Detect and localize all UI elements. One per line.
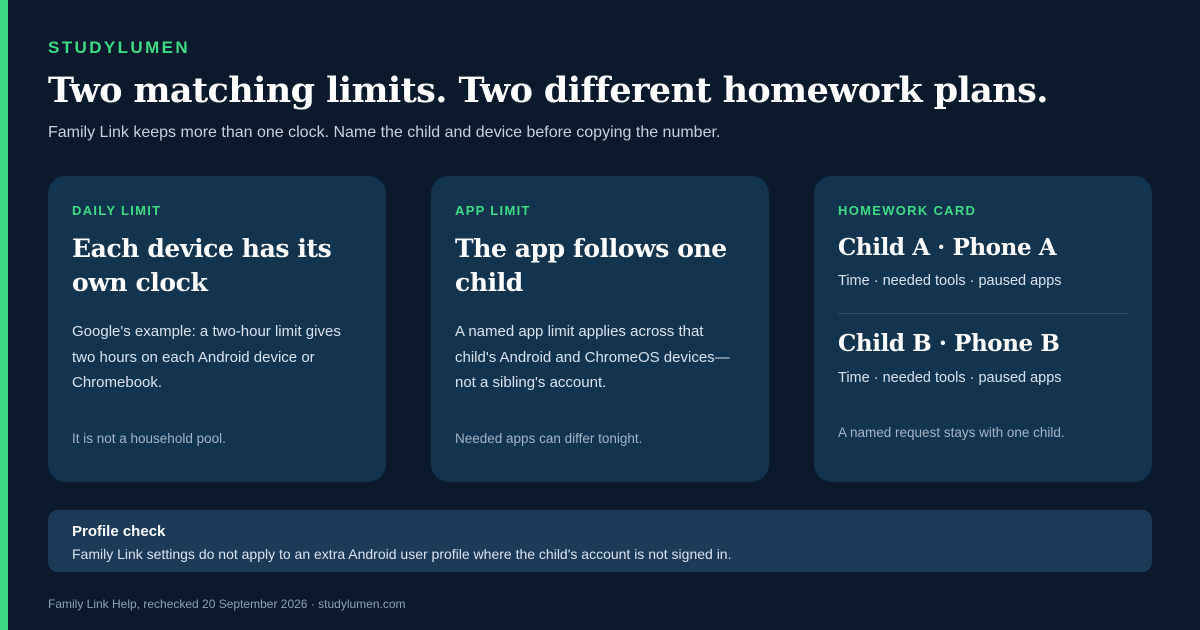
card-title: Each device has its own clock [72, 234, 332, 297]
card-note: It is not a household pool. [72, 431, 226, 446]
page-subtitle: Family Link keeps more than one clock. Name the child and device before copying the number. [48, 124, 721, 141]
footer-source: Family Link Help, rechecked 20 September 2026 · studylumen.com [48, 597, 406, 611]
divider [838, 313, 1128, 314]
homework-entry-title: Child A · Phone A [838, 234, 1057, 261]
callout-title: Profile check [72, 523, 166, 540]
page-title: Two matching limits. Two different homework plans. [48, 70, 1048, 111]
accent-bar [0, 0, 8, 630]
card-note: Needed apps can differ tonight. [455, 431, 643, 446]
card-note: A named request stays with one child. [838, 425, 1065, 440]
homework-entry-meta: Time · needed tools · paused apps [838, 273, 1062, 289]
homework-entry-title: Child B · Phone B [838, 330, 1060, 357]
app-limit-card [431, 176, 769, 482]
card-title: The app follows one child [455, 234, 727, 297]
card-eyebrow: HOMEWORK CARD [838, 203, 977, 218]
card-body: Google's example: a two-hour limit gives two hours on each Android device or Chromebook. [72, 323, 341, 391]
homework-card [814, 176, 1152, 482]
card-eyebrow: APP LIMIT [455, 203, 531, 218]
brand-name: STUDYLUMEN [48, 38, 191, 57]
callout-text: Family Link settings do not apply to an extra Android user profile where the child's account is not signed in. [72, 546, 732, 562]
homework-entry-meta: Time · needed tools · paused apps [838, 370, 1062, 386]
card-body: A named app limit applies across that child's Android and ChromeOS devices—not a sibling's account. [455, 323, 730, 391]
card-eyebrow: DAILY LIMIT [72, 203, 162, 218]
daily-limit-card [48, 176, 386, 482]
profile-check-callout [48, 510, 1152, 572]
